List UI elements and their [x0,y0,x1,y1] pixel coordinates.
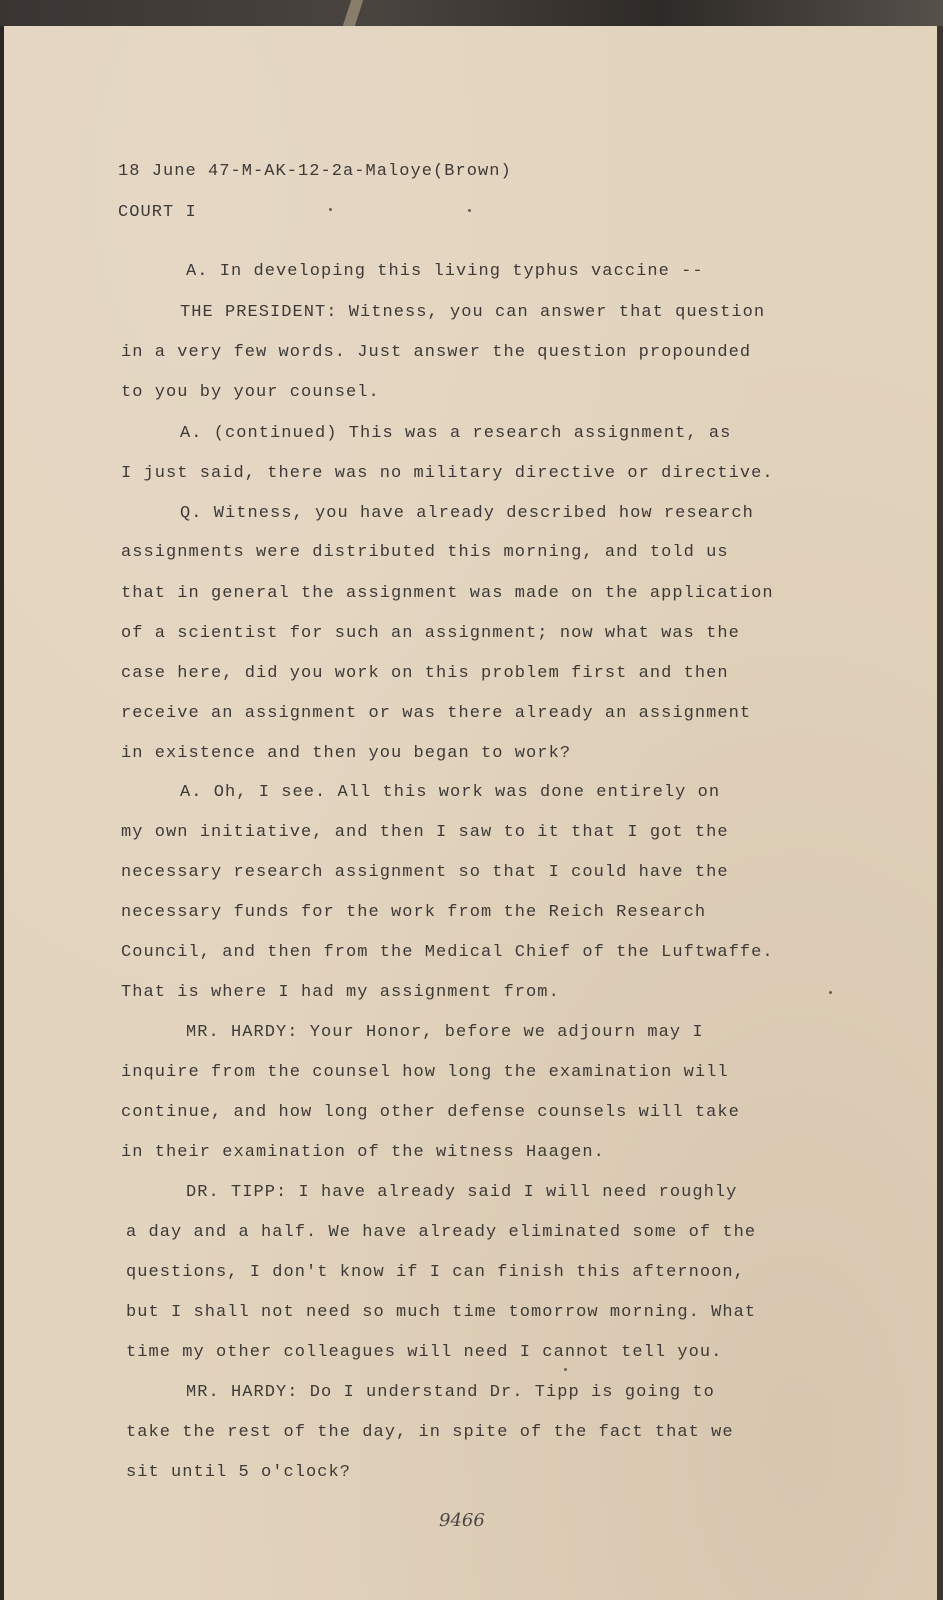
transcript-line: to you by your counsel. [121,383,380,402]
transcript-line: but I shall not need so much time tomorrow morning. What [126,1303,757,1322]
transcript-line: necessary research assignment so that I could have the [121,863,729,882]
paper-speck [468,209,471,212]
transcript-line: that in general the assignment was made on the application [121,584,774,603]
header-slug: 18 June 47-M-AK-12-2a-Maloye(Brown) [118,162,512,181]
transcript-line: inquire from the counsel how long the examination will [121,1063,729,1082]
paper-speck [829,991,832,994]
transcript-line: A. (continued) This was a research assignment, as [180,424,732,443]
transcript-line: necessary funds for the work from the Reich Research [121,903,707,922]
transcript-line: time my other colleagues will need I cannot tell you. [126,1343,723,1362]
transcript-line: Council, and then from the Medical Chief of the Luftwaffe. [121,943,774,962]
transcript-line: a day and a half. We have already eliminated some of the [126,1223,757,1242]
transcript-line: in their examination of the witness Haagen. [121,1143,605,1162]
transcript-line: Q. Witness, you have already described how research [180,504,754,523]
court-label: COURT I [118,203,197,222]
transcript-line: DR. TIPP: I have already said I will need roughly [186,1183,738,1202]
transcript-line: A. In developing this living typhus vaccine -- [186,262,704,281]
transcript-line: take the rest of the day, in spite of the fact that we [126,1423,734,1442]
scan-top-edge [0,0,943,26]
scan-right-edge [937,26,943,1600]
transcript-line: MR. HARDY: Do I understand Dr. Tipp is going to [186,1383,715,1402]
transcript-line: continue, and how long other defense counsels will take [121,1103,740,1122]
paper-speck [329,208,332,211]
transcript-line: sit until 5 o'clock? [126,1463,352,1482]
transcript-line: receive an assignment or was there already an assignment [121,704,752,723]
transcript-line: assignments were distributed this morning, and told us [121,543,729,562]
page-number: 9466 [439,1510,485,1531]
transcript-line: That is where I had my assignment from. [121,983,560,1002]
paper-speck [564,1368,567,1371]
transcript-line: case here, did you work on this problem first and then [121,664,729,683]
transcript-line: my own initiative, and then I saw to it that I got the [121,823,729,842]
transcript-line: in a very few words. Just answer the question propounded [121,343,752,362]
document-page [4,26,938,1600]
transcript-line: in existence and then you began to work? [121,744,572,763]
transcript-line: of a scientist for such an assignment; now what was the [121,624,740,643]
transcript-line: questions, I don't know if I can finish this afternoon, [126,1263,745,1282]
transcript-line: A. Oh, I see. All this work was done entirely on [180,783,721,802]
transcript-line: THE PRESIDENT: Witness, you can answer that question [180,303,766,322]
transcript-line: MR. HARDY: Your Honor, before we adjourn may I [186,1023,704,1042]
transcript-line: I just said, there was no military directive or directive. [121,464,774,483]
